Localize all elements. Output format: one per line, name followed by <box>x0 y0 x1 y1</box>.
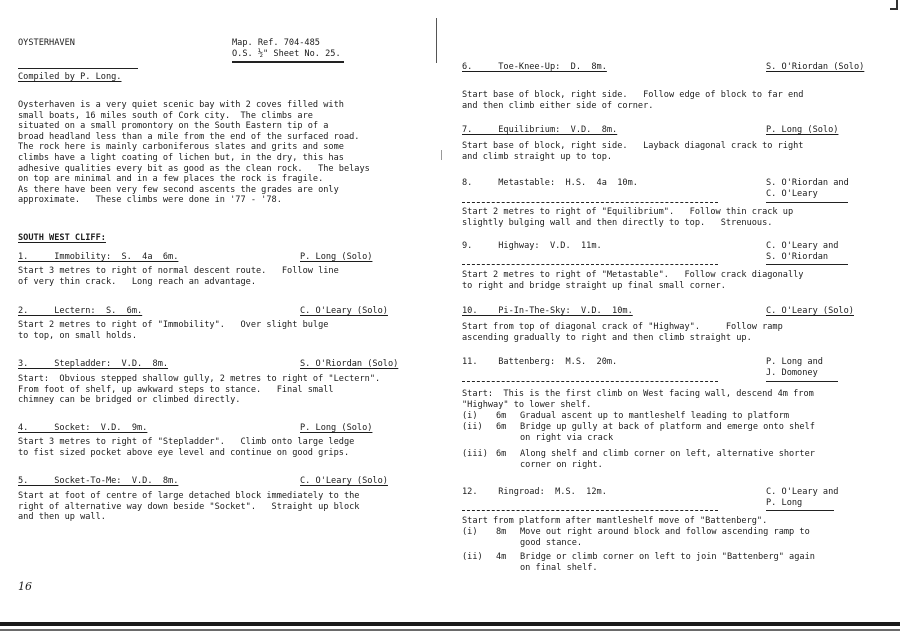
route-description: Start from platform after mantleshelf move of "Battenberg". <box>462 516 768 526</box>
area-title: OYSTERHAVEN <box>18 38 75 48</box>
right-page <box>440 0 900 625</box>
intro-paragraph: Oysterhaven is a very quiet scenic bay with 2 coves filled with small boats, 16 miles south of Cork city. The climbs are situated on a small promontory on the South Eastern tip of a broad headland less than a mile from the end of the surfaced road. The rock here is mainly carboniferous slates and grits and some climbs have a light coating of lichen but, in the dry, this has adhesive qualities every bit as good as the clean rock. The belays on top are minimal and in a few places the rock is fragile. As there have been very few second ascents the grades are only approximate. These climbs were done in '77 - '78. <box>18 100 370 206</box>
left-page <box>0 0 440 625</box>
route-description: Start from top of diagonal crack of "Highway". Follow ramp ascending gradually to right and then climb straight up. <box>462 322 783 343</box>
page-number: 16 <box>18 580 32 593</box>
route-heading: 8. Metastable: H.S. 4a 10m. <box>462 178 638 188</box>
pitch-length: 6m <box>496 411 507 421</box>
route-heading: 12. Ringroad: M.S. 12m. <box>462 487 607 497</box>
route-heading: 3. Stepladder: V.D. 8m. <box>18 359 169 369</box>
compiled-overline <box>18 68 138 69</box>
pitch-length: 4m <box>496 552 507 562</box>
os-sheet: O.S. ½" Sheet No. 25. <box>232 49 341 59</box>
route-rule <box>462 202 718 203</box>
route-credit: C. O'Leary (Solo) <box>766 306 854 316</box>
credit-rule <box>766 381 838 382</box>
pitch-number: (ii) <box>462 552 483 562</box>
pitch-number: (i) <box>462 527 478 537</box>
route-rule <box>462 381 718 382</box>
route-credit: C. O'Leary (Solo) <box>300 476 388 486</box>
pitch-number: (iii) <box>462 449 488 459</box>
route-credit: P. Long (Solo) <box>300 423 373 433</box>
route-description: Start base of block, right side. Follow edge of block to far end and then climb either side of corner. <box>462 90 804 111</box>
route-description: Start: This is the first climb on West facing wall, descend 4m from "Highway" to lower shelf. <box>462 389 814 410</box>
route-credit: C. O'Leary (Solo) <box>300 306 388 316</box>
route-description: Start: Obvious stepped shallow gully, 2 metres to right of "Lectern". From foot of shelf, up awkward steps to stance. Final small chimney can be bridged or climbed directly. <box>18 374 381 406</box>
route-description: Start 3 metres to right of "Stepladder". Climb onto large ledge to fist sized pocket above eye level and continue on good grips. <box>18 437 355 458</box>
pitch-number: (i) <box>462 411 478 421</box>
pitch-length: 6m <box>496 422 507 432</box>
pitch-text: Gradual ascent up to mantleshelf leading to platform <box>520 411 790 421</box>
route-description: Start 2 metres to right of "Equilibrium". Follow thin crack up slightly bulging wall and then directly to top. Strenuous. <box>462 207 794 228</box>
compiled-by: Compiled by P. Long. <box>18 72 122 82</box>
route-heading: 9. Highway: V.D. 11m. <box>462 241 602 251</box>
route-rule <box>462 264 718 265</box>
route-heading: 6. Toe-Knee-Up: D. 8m. <box>462 62 607 72</box>
pitch-text: Move out right around block and follow ascending ramp to good stance. <box>520 527 810 548</box>
credit-rule <box>766 510 834 511</box>
pitch-length: 6m <box>496 449 507 459</box>
route-heading: 11. Battenberg: M.S. 20m. <box>462 357 618 367</box>
route-description: Start base of block, right side. Layback diagonal crack to right and climb straight up to top. <box>462 141 804 162</box>
route-heading: 10. Pi-In-The-Sky: V.D. 10m. <box>462 306 633 316</box>
section-title: SOUTH WEST CLIFF: <box>18 233 106 243</box>
map-reference: Map. Ref. 704-485 <box>232 38 320 48</box>
route-description: Start 2 metres to right of "Metastable". Follow crack diagonally to right and bridge straight up final small corner. <box>462 270 804 291</box>
route-description: Start at foot of centre of large detached block immediately to the right of alternative way down beside "Socket". Straight up block and then up wall. <box>18 491 360 523</box>
book-bottom-edge <box>0 622 900 626</box>
pitch-number: (ii) <box>462 422 483 432</box>
pitch-text: Bridge up gully at back of platform and emerge onto shelf on right via crack <box>520 422 815 443</box>
pitch-text: Along shelf and climb corner on left, alternative shorter corner on right. <box>520 449 815 470</box>
route-credit: S. O'Riordan (Solo) <box>300 359 399 369</box>
route-heading: 7. Equilibrium: V.D. 8m. <box>462 125 618 135</box>
route-credit: P. Long (Solo) <box>300 252 373 262</box>
route-credit: C. O'Leary and S. O'Riordan <box>766 241 839 262</box>
route-heading: 5. Socket-To-Me: V.D. 8m. <box>18 476 179 486</box>
route-credit: P. Long (Solo) <box>766 125 839 135</box>
book-bottom-edge-shadow <box>0 629 900 631</box>
header-rule <box>232 61 344 63</box>
route-rule <box>462 510 718 511</box>
route-heading: 1. Immobility: S. 4a 6m. <box>18 252 179 262</box>
credit-rule <box>766 264 848 265</box>
route-description: Start 3 metres to right of normal descent route. Follow line of very thin crack. Long reach an advantage. <box>18 266 339 287</box>
route-credit: S. O'Riordan (Solo) <box>766 62 865 72</box>
pitch-length: 8m <box>496 527 507 537</box>
route-credit: P. Long and J. Domoney <box>766 357 823 378</box>
pitch-text: Bridge or climb corner on left to join "Battenberg" again on final shelf. <box>520 552 815 573</box>
route-description: Start 2 metres to right of "Immobility". Over slight bulge to top, on small holds. <box>18 320 329 341</box>
route-credit: S. O'Riordan and C. O'Leary <box>766 178 849 199</box>
route-heading: 4. Socket: V.D. 9m. <box>18 423 148 433</box>
credit-rule <box>766 202 848 203</box>
route-heading: 2. Lectern: S. 6m. <box>18 306 143 316</box>
route-credit: C. O'Leary and P. Long <box>766 487 839 508</box>
